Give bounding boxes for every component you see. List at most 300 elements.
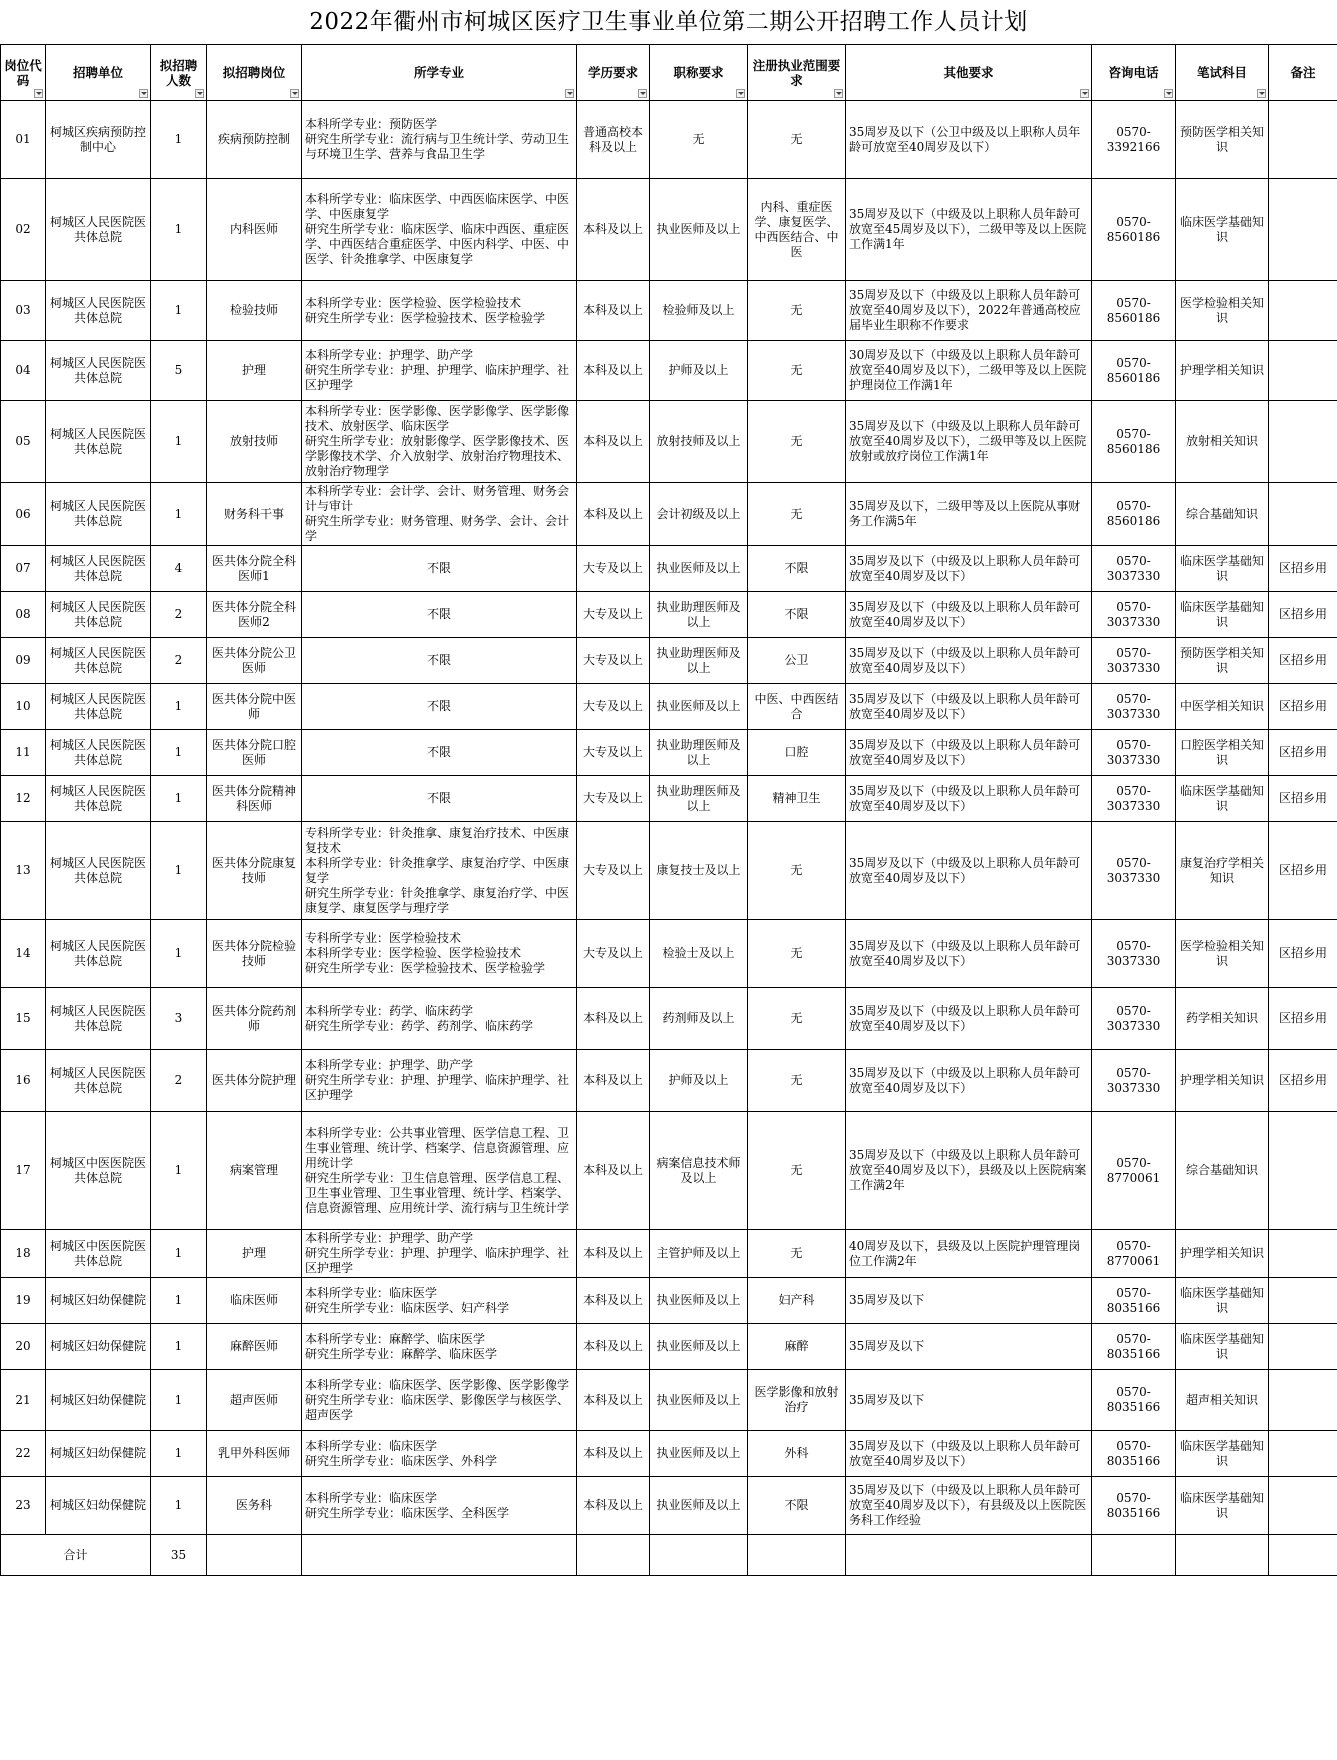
cell-unit: 柯城区人民医院医共体总院 — [46, 684, 151, 730]
cell-code: 19 — [1, 1278, 46, 1324]
cell-education: 本科及以上 — [577, 988, 650, 1050]
cell-note — [1269, 1112, 1337, 1230]
cell-count: 1 — [151, 776, 207, 822]
cell-phone: 0570-8035166 — [1092, 1431, 1176, 1477]
major-line: 本科所学专业：临床医学 — [305, 1438, 438, 1453]
header-remarks — [1269, 45, 1337, 101]
cell-exam: 临床医学基础知识 — [1176, 1324, 1269, 1370]
cell-scope: 医学影像和放射治疗 — [748, 1370, 846, 1431]
cell-education: 大专及以上 — [577, 638, 650, 684]
cell-unit: 柯城区妇幼保健院 — [46, 1370, 151, 1431]
cell-major — [302, 401, 577, 483]
cell-count: 1 — [151, 822, 207, 920]
major-line: 本科所学专业：护理学、助产学 — [305, 1058, 474, 1072]
cell-major: 不限 — [302, 776, 577, 822]
cell-title-req: 执业医师及以上 — [650, 1431, 748, 1477]
cell-scope: 妇产科 — [748, 1278, 846, 1324]
cell-note — [1269, 101, 1337, 179]
total-empty-cell — [302, 1535, 577, 1576]
cell-post: 医共体分院康复技师 — [207, 822, 302, 920]
cell-major: 不限 — [302, 546, 577, 592]
dropdown-filter-icon[interactable] — [736, 89, 745, 98]
cell-post: 超声医师 — [207, 1370, 302, 1431]
cell-exam: 临床医学基础知识 — [1176, 1278, 1269, 1324]
cell-exam: 综合基础知识 — [1176, 1112, 1269, 1230]
total-empty-cell — [207, 1535, 302, 1576]
cell-post: 医共体分院精神科医师 — [207, 776, 302, 822]
cell-exam: 临床医学基础知识 — [1176, 1431, 1269, 1477]
cell-phone: 0570-8035166 — [1092, 1324, 1176, 1370]
cell-education: 本科及以上 — [577, 179, 650, 281]
cell-code: 15 — [1, 988, 46, 1050]
cell-major — [302, 101, 577, 179]
cell-exam: 临床医学基础知识 — [1176, 546, 1269, 592]
cell-other: 35周岁及以下（中级及以上职称人员年龄可放宽至40周岁及以下） — [846, 988, 1092, 1050]
cell-title-req: 康复技士及以上 — [650, 822, 748, 920]
cell-phone: 0570-3037330 — [1092, 1050, 1176, 1112]
cell-scope: 不限 — [748, 1477, 846, 1535]
cell-education: 大专及以上 — [577, 730, 650, 776]
total-empty-cell — [1176, 1535, 1269, 1576]
cell-major — [302, 341, 577, 401]
cell-unit: 柯城区人民医院医共体总院 — [46, 341, 151, 401]
total-empty-cell — [846, 1535, 1092, 1576]
cell-count: 1 — [151, 179, 207, 281]
cell-count: 2 — [151, 638, 207, 684]
cell-post: 病案管理 — [207, 1112, 302, 1230]
cell-other: 35周岁及以下（中级及以上职称人员年龄可放宽至40周岁及以下） — [846, 776, 1092, 822]
cell-major — [302, 1370, 577, 1431]
table-row — [1, 1278, 1337, 1324]
cell-major — [302, 1477, 577, 1535]
cell-title-req: 药剂师及以上 — [650, 988, 748, 1050]
major-line: 本科所学专业：公共事业管理、医学信息工程、卫生事业管理、统计学、档案学、信息资源管理、应用统计学 — [305, 1125, 570, 1170]
cell-unit: 柯城区中医医院医共体总院 — [46, 1112, 151, 1230]
dropdown-filter-icon[interactable] — [290, 89, 299, 98]
cell-education: 本科及以上 — [577, 483, 650, 546]
cell-unit: 柯城区人民医院医共体总院 — [46, 730, 151, 776]
header-label: 其他要求 — [943, 65, 994, 80]
header-label: 学历要求 — [587, 65, 638, 80]
major-line: 本科所学专业：护理学、助产学 — [305, 1231, 474, 1245]
cell-education: 本科及以上 — [577, 1230, 650, 1278]
dropdown-filter-icon[interactable] — [1164, 89, 1173, 98]
total-count: 35 — [151, 1535, 207, 1576]
cell-code: 08 — [1, 592, 46, 638]
table-row — [1, 988, 1337, 1050]
cell-education: 本科及以上 — [577, 281, 650, 341]
cell-title-req: 执业医师及以上 — [650, 1477, 748, 1535]
cell-post: 医共体分院药剂师 — [207, 988, 302, 1050]
cell-exam: 放射相关知识 — [1176, 401, 1269, 483]
cell-unit: 柯城区人民医院医共体总院 — [46, 776, 151, 822]
cell-major — [302, 281, 577, 341]
cell-title-req: 护师及以上 — [650, 1050, 748, 1112]
cell-note: 区招乡用 — [1269, 776, 1337, 822]
cell-post: 内科医师 — [207, 179, 302, 281]
cell-other: 35周岁及以下（中级及以上职称人员年龄可放宽至40周岁及以下） — [846, 822, 1092, 920]
cell-count: 1 — [151, 401, 207, 483]
cell-exam: 护理学相关知识 — [1176, 341, 1269, 401]
cell-code: 14 — [1, 920, 46, 988]
total-empty-cell — [748, 1535, 846, 1576]
cell-exam: 预防医学相关知识 — [1176, 638, 1269, 684]
cell-note — [1269, 401, 1337, 483]
dropdown-filter-icon[interactable] — [139, 89, 148, 98]
cell-unit: 柯城区中医医院医共体总院 — [46, 1230, 151, 1278]
header-label: 职称要求 — [673, 65, 724, 80]
cell-phone: 0570-8035166 — [1092, 1370, 1176, 1431]
cell-post: 护理 — [207, 341, 302, 401]
cell-exam: 护理学相关知识 — [1176, 1230, 1269, 1278]
cell-phone: 0570-3037330 — [1092, 822, 1176, 920]
cell-unit: 柯城区妇幼保健院 — [46, 1477, 151, 1535]
cell-note — [1269, 483, 1337, 546]
cell-major — [302, 920, 577, 988]
cell-education: 大专及以上 — [577, 684, 650, 730]
cell-unit: 柯城区人民医院医共体总院 — [46, 546, 151, 592]
cell-major — [302, 1431, 577, 1477]
table-row — [1, 730, 1337, 776]
cell-major: 不限 — [302, 684, 577, 730]
cell-other: 35周岁及以下（中级及以上职称人员年龄可放宽至40周岁及以下） — [846, 1050, 1092, 1112]
cell-count: 1 — [151, 1477, 207, 1535]
cell-unit: 柯城区人民医院医共体总院 — [46, 638, 151, 684]
dropdown-filter-icon[interactable] — [834, 89, 843, 98]
cell-other: 35周岁及以下（公卫中级及以上职称人员年龄可放宽至40周岁及以下） — [846, 101, 1092, 179]
cell-scope: 无 — [748, 483, 846, 546]
major-line: 本科所学专业：医学检验、医学检验技术 — [305, 946, 522, 960]
cell-education: 本科及以上 — [577, 1324, 650, 1370]
cell-other: 35周岁及以下（中级及以上职称人员年龄可放宽至40周岁及以下） — [846, 920, 1092, 988]
major-line: 本科所学专业：预防医学 — [305, 117, 438, 131]
cell-note: 区招乡用 — [1269, 730, 1337, 776]
table-row — [1, 281, 1337, 341]
cell-scope: 无 — [748, 988, 846, 1050]
cell-count: 1 — [151, 1431, 207, 1477]
table-row — [1, 592, 1337, 638]
cell-exam: 临床医学基础知识 — [1176, 179, 1269, 281]
cell-scope: 外科 — [748, 1431, 846, 1477]
cell-scope: 无 — [748, 101, 846, 179]
cell-note — [1269, 179, 1337, 281]
cell-other: 35周岁及以下（中级及以上职称人员年龄可放宽至40周岁及以下） — [846, 730, 1092, 776]
cell-count: 1 — [151, 1112, 207, 1230]
header-exam-subject — [1176, 45, 1269, 101]
cell-phone: 0570-3037330 — [1092, 638, 1176, 684]
header-label: 备注 — [1290, 65, 1316, 80]
cell-other: 35周岁及以下（中级及以上职称人员年龄可放宽至40周岁及以下） — [846, 546, 1092, 592]
table-row — [1, 483, 1337, 546]
cell-unit: 柯城区人民医院医共体总院 — [46, 592, 151, 638]
cell-count: 2 — [151, 592, 207, 638]
cell-unit: 柯城区妇幼保健院 — [46, 1324, 151, 1370]
cell-major — [302, 1278, 577, 1324]
cell-post: 放射技师 — [207, 401, 302, 483]
cell-post: 医共体分院公卫医师 — [207, 638, 302, 684]
cell-note — [1269, 1431, 1337, 1477]
header-major — [302, 45, 577, 101]
table-row — [1, 1230, 1337, 1278]
cell-other: 35周岁及以下（中级及以上职称人员年龄可放宽至45周岁及以下），二级甲等及以上医院工作满1年 — [846, 179, 1092, 281]
table-row — [1, 101, 1337, 179]
cell-major — [302, 1050, 577, 1112]
major-line: 研究生所学专业：护理、护理学、临床护理学、社区护理学 — [305, 1246, 570, 1275]
cell-title-req: 执业医师及以上 — [650, 179, 748, 281]
cell-other: 35周岁及以下，二级甲等及以上医院从事财务工作满5年 — [846, 483, 1092, 546]
cell-code: 03 — [1, 281, 46, 341]
cell-scope: 无 — [748, 920, 846, 988]
cell-exam: 中医学相关知识 — [1176, 684, 1269, 730]
cell-education: 本科及以上 — [577, 1050, 650, 1112]
cell-phone: 0570-3037330 — [1092, 730, 1176, 776]
cell-count: 1 — [151, 1324, 207, 1370]
cell-count: 1 — [151, 483, 207, 546]
dropdown-filter-icon[interactable] — [1257, 89, 1266, 98]
major-line: 研究生所学专业：临床医学、影像医学与核医学、超声医学 — [305, 1392, 570, 1422]
cell-exam: 临床医学基础知识 — [1176, 1477, 1269, 1535]
major-line: 研究生所学专业：麻醉学、临床医学 — [305, 1346, 498, 1361]
table-row — [1, 179, 1337, 281]
cell-post: 医共体分院护理 — [207, 1050, 302, 1112]
cell-scope: 无 — [748, 401, 846, 483]
cell-unit: 柯城区人民医院医共体总院 — [46, 1050, 151, 1112]
cell-note: 区招乡用 — [1269, 592, 1337, 638]
cell-phone: 0570-8035166 — [1092, 1278, 1176, 1324]
table-row — [1, 822, 1337, 920]
cell-code: 18 — [1, 1230, 46, 1278]
major-line: 研究生所学专业：护理、护理学、临床护理学、社区护理学 — [305, 1073, 570, 1102]
cell-phone: 0570-8560186 — [1092, 281, 1176, 341]
cell-phone: 0570-3037330 — [1092, 592, 1176, 638]
table-row — [1, 1324, 1337, 1370]
cell-note — [1269, 341, 1337, 401]
cell-post: 医共体分院全科医师1 — [207, 546, 302, 592]
cell-exam: 医学检验相关知识 — [1176, 920, 1269, 988]
cell-other: 35周岁及以下（中级及以上职称人员年龄可放宽至40周岁及以下） — [846, 638, 1092, 684]
dropdown-filter-icon[interactable] — [565, 89, 574, 98]
cell-education: 本科及以上 — [577, 401, 650, 483]
header-position-code — [1, 45, 46, 101]
cell-code: 22 — [1, 1431, 46, 1477]
cell-phone: 0570-3392166 — [1092, 101, 1176, 179]
header-other-req — [846, 45, 1092, 101]
cell-note — [1269, 1230, 1337, 1278]
cell-note: 区招乡用 — [1269, 1050, 1337, 1112]
cell-other: 35周岁及以下（中级及以上职称人员年龄可放宽至40周岁及以下） — [846, 684, 1092, 730]
cell-note: 区招乡用 — [1269, 638, 1337, 684]
cell-code: 02 — [1, 179, 46, 281]
cell-code: 13 — [1, 822, 46, 920]
cell-code: 01 — [1, 101, 46, 179]
total-empty-cell — [577, 1535, 650, 1576]
cell-title-req: 病案信息技术师及以上 — [650, 1112, 748, 1230]
table-row — [1, 776, 1337, 822]
dropdown-filter-icon[interactable] — [1080, 89, 1089, 98]
cell-note — [1269, 281, 1337, 341]
cell-title-req: 护师及以上 — [650, 341, 748, 401]
cell-code: 09 — [1, 638, 46, 684]
cell-major: 不限 — [302, 638, 577, 684]
cell-unit: 柯城区人民医院医共体总院 — [46, 483, 151, 546]
cell-title-req: 执业助理医师及以上 — [650, 592, 748, 638]
sheet-title: 2022年衢州市柯城区医疗卫生事业单位第二期公开招聘工作人员计划 — [309, 9, 1028, 35]
major-line: 研究生所学专业：放射影像学、医学影像技术、医学影像技术学、介入放射学、放射治疗物理技术、放射治疗物理学 — [305, 434, 570, 478]
cell-scope: 内科、重症医学、康复医学、中西医结合、中医 — [748, 179, 846, 281]
cell-count: 1 — [151, 920, 207, 988]
cell-note — [1269, 1324, 1337, 1370]
cell-scope: 麻醉 — [748, 1324, 846, 1370]
table-row — [1, 546, 1337, 592]
cell-count: 1 — [151, 684, 207, 730]
cell-education: 本科及以上 — [577, 1477, 650, 1535]
cell-exam: 临床医学基础知识 — [1176, 776, 1269, 822]
cell-phone: 0570-8035166 — [1092, 1477, 1176, 1535]
table-body — [1, 101, 1337, 1576]
cell-education: 本科及以上 — [577, 1112, 650, 1230]
cell-post: 乳甲外科医师 — [207, 1431, 302, 1477]
cell-major: 不限 — [302, 592, 577, 638]
cell-other: 30周岁及以下（中级及以上职称人员年龄可放宽至40周岁及以下），二级甲等及以上医院护理岗位工作满1年 — [846, 341, 1092, 401]
cell-scope: 无 — [748, 341, 846, 401]
cell-education: 本科及以上 — [577, 1278, 650, 1324]
cell-scope: 不限 — [748, 592, 846, 638]
cell-unit: 柯城区人民医院医共体总院 — [46, 920, 151, 988]
cell-scope: 公卫 — [748, 638, 846, 684]
cell-phone: 0570-8560186 — [1092, 401, 1176, 483]
cell-phone: 0570-3037330 — [1092, 920, 1176, 988]
major-line: 本科所学专业：针灸推拿学、康复治疗学、中医康复学 — [305, 855, 570, 885]
cell-code: 17 — [1, 1112, 46, 1230]
total-label: 合计 — [1, 1535, 151, 1576]
cell-phone: 0570-8560186 — [1092, 483, 1176, 546]
cell-major: 不限 — [302, 730, 577, 776]
cell-phone: 0570-3037330 — [1092, 546, 1176, 592]
cell-unit: 柯城区人民医院医共体总院 — [46, 988, 151, 1050]
header-label: 笔试科目 — [1196, 65, 1247, 80]
header-contact-phone — [1092, 45, 1176, 101]
cell-exam: 护理学相关知识 — [1176, 1050, 1269, 1112]
cell-phone: 0570-3037330 — [1092, 684, 1176, 730]
cell-count: 1 — [151, 1230, 207, 1278]
cell-count: 4 — [151, 546, 207, 592]
cell-other: 35周岁及以下 — [846, 1324, 1092, 1370]
cell-note: 区招乡用 — [1269, 546, 1337, 592]
cell-scope: 无 — [748, 281, 846, 341]
recruitment-table — [0, 44, 1337, 1576]
cell-scope: 不限 — [748, 546, 846, 592]
cell-scope: 口腔 — [748, 730, 846, 776]
major-line: 研究生所学专业：医学检验技术、医学检验学 — [305, 310, 546, 325]
table-row — [1, 920, 1337, 988]
cell-post: 医共体分院口腔医师 — [207, 730, 302, 776]
cell-education: 本科及以上 — [577, 341, 650, 401]
header-recruiting-unit — [46, 45, 151, 101]
cell-note: 区招乡用 — [1269, 822, 1337, 920]
cell-title-req: 执业医师及以上 — [650, 1370, 748, 1431]
major-line: 研究生所学专业：医学检验技术、医学检验学 — [305, 961, 546, 975]
cell-code: 05 — [1, 401, 46, 483]
major-line: 研究生所学专业：临床医学、外科学 — [305, 1453, 498, 1468]
header-label: 拟招聘岗位 — [222, 65, 286, 80]
cell-other: 35周岁及以下（中级及以上职称人员年龄可放宽至40周岁及以下） — [846, 592, 1092, 638]
cell-scope: 无 — [748, 1230, 846, 1278]
cell-post: 麻醉医师 — [207, 1324, 302, 1370]
cell-phone: 0570-3037330 — [1092, 988, 1176, 1050]
major-line: 研究生所学专业：针灸推拿学、康复治疗学、中医康复学、康复医学与理疗学 — [305, 885, 570, 915]
cell-scope: 中医、中西医结合 — [748, 684, 846, 730]
cell-scope: 精神卫生 — [748, 776, 846, 822]
cell-count: 2 — [151, 1050, 207, 1112]
cell-other: 35周岁及以下 — [846, 1278, 1092, 1324]
major-line: 本科所学专业：临床医学 — [305, 1490, 438, 1505]
cell-title-req: 放射技师及以上 — [650, 401, 748, 483]
major-line: 本科所学专业：会计学、会计、财务管理、财务会计与审计 — [305, 484, 570, 513]
cell-unit: 柯城区妇幼保健院 — [46, 1278, 151, 1324]
total-empty-cell — [1269, 1535, 1337, 1576]
table-row — [1, 1431, 1337, 1477]
total-row — [1, 1535, 1337, 1576]
cell-code: 04 — [1, 341, 46, 401]
cell-phone: 0570-8560186 — [1092, 341, 1176, 401]
cell-code: 20 — [1, 1324, 46, 1370]
dropdown-filter-icon[interactable] — [638, 89, 647, 98]
cell-education: 普通高校本科及以上 — [577, 101, 650, 179]
header-education-req — [577, 45, 650, 101]
table-row — [1, 1050, 1337, 1112]
major-line: 本科所学专业：医学影像、医学影像学、医学影像技术、放射医学、临床医学 — [305, 404, 570, 433]
cell-title-req: 检验师及以上 — [650, 281, 748, 341]
total-empty-cell — [1092, 1535, 1176, 1576]
cell-code: 16 — [1, 1050, 46, 1112]
cell-code: 12 — [1, 776, 46, 822]
major-line: 研究生所学专业：护理、护理学、临床护理学、社区护理学 — [305, 363, 570, 392]
dropdown-filter-icon[interactable] — [195, 89, 204, 98]
cell-major — [302, 822, 577, 920]
cell-other: 40周岁及以下，县级及以上医院护理管理岗位工作满2年 — [846, 1230, 1092, 1278]
cell-other: 35周岁及以下（中级及以上职称人员年龄可放宽至40周岁及以下） — [846, 1431, 1092, 1477]
major-line: 本科所学专业：麻醉学、临床医学 — [305, 1331, 486, 1346]
cell-unit: 柯城区人民医院医共体总院 — [46, 179, 151, 281]
cell-post: 医共体分院全科医师2 — [207, 592, 302, 638]
header-label: 岗位代码 — [4, 57, 42, 88]
cell-title-req: 执业助理医师及以上 — [650, 730, 748, 776]
cell-count: 1 — [151, 281, 207, 341]
major-line: 本科所学专业：临床医学 — [305, 1285, 438, 1300]
header-license-scope-req — [748, 45, 846, 101]
cell-other: 35周岁及以下（中级及以上职称人员年龄可放宽至40周岁及以下），有县级及以上医院医务科工作经验 — [846, 1477, 1092, 1535]
header-recruit-count — [151, 45, 207, 101]
major-line: 研究生所学专业：流行病与卫生统计学、劳动卫生与环境卫生学、营养与食品卫生学 — [305, 132, 570, 161]
cell-count: 3 — [151, 988, 207, 1050]
cell-exam: 临床医学基础知识 — [1176, 592, 1269, 638]
table-header-row — [1, 45, 1337, 101]
header-label: 招聘单位 — [72, 65, 123, 80]
cell-exam: 口腔医学相关知识 — [1176, 730, 1269, 776]
cell-post: 医务科 — [207, 1477, 302, 1535]
cell-major — [302, 988, 577, 1050]
cell-post: 医共体分院检验技师 — [207, 920, 302, 988]
major-line: 专科所学专业：医学检验技术 — [305, 931, 462, 945]
header-recruit-post — [207, 45, 302, 101]
cell-education: 大专及以上 — [577, 592, 650, 638]
cell-note: 区招乡用 — [1269, 920, 1337, 988]
cell-title-req: 执业助理医师及以上 — [650, 638, 748, 684]
dropdown-filter-icon[interactable] — [34, 89, 43, 98]
cell-note: 区招乡用 — [1269, 684, 1337, 730]
cell-code: 21 — [1, 1370, 46, 1431]
cell-title-req: 执业医师及以上 — [650, 684, 748, 730]
